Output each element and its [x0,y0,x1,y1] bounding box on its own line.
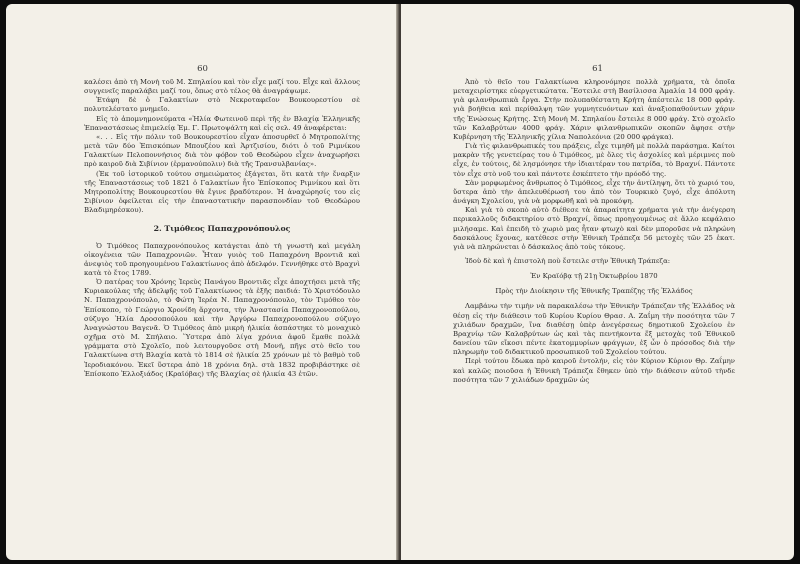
right-page [401,4,794,560]
left-page [6,4,399,560]
paragraph: Ἀπὸ τὸ θεῖο του Γαλακτίωνα κληρονόμησε πολλὰ χρήματα, τὰ ὁποῖα μεταχειρίστηκε εὐεργετικώτατα. Ἔστειλε στὴ Βασίλισσα Ἀμαλία 14 000 φράγ. γιὰ φιλανθρωπικὰ ἔργα. Στὴν πολυπαθέστατη Κρήτη ἀπέστειλε 18 000 φράγ. γιὰ βοήθεια καὶ περίθαλψη τῶν γυμνητευόντων καὶ ἀναξιοπαθούντων χάριν τῆς Ἑνώσεως Κρήτης. Στὴ Μονὴ Μ. Σπηλαίου ἔστειλε 8 000 φράγ. Στὸ σχολεῖο τῶν Καλαβρύτων 4000 φράγ. Χάριν φιλανθρωπικῶν σκοπῶν ἄφησε στὴν Κυβέρνηση τῆς Ἑλληνικῆς χίλια Ναπολεόνια (20 000 φράγκα). [453,78,735,141]
paragraph: Καὶ γιὰ τὸ σκοπὸ αὐτὸ διέθεσε τὰ ἀπαραίτητα χρήματα γιὰ τὴν ἀνέγερση περικαλλοῦς διδακτηρίου στὸ Βραχνί, ὅπως προηγουμένως σὲ ἄλλο κεφάλαιο μιλήσαμε. Καὶ ἐπειδὴ τὸ χωριὸ μας ἦταν φτωχὸ καὶ δὲν μποροῦσε νὰ πληρώνη δασκάλους ἔχονας, κατέθεσε στὴν Ἐθνικὴ Τράπεζα 56 μετοχὲς τῶν 25 ἑκατ. γιὰ νὰ πληρώνεται ὁ δάσκαλος ἀπὸ τοὺς τόκους. [453,206,735,251]
paragraph: Ἰδοὺ δὲ καὶ ἡ ἐπιστολὴ ποὺ ἔστειλε στὴν Ἐθνικὴ Τράπεζα: [465,256,671,265]
paragraph: Ἐτάφη δὲ ὁ Γαλακτίων στὸ Νεκροταφεῖον Βουκουρεστίου σὲ πολυτελέστατο μνημεῖο. [84,96,360,114]
paragraph: Ὁ πατέρας του Χρόνης Ἱερεὺς Πανάγου Βροντιᾶς εἶχε ἀποχτήσει μετὰ τῆς Κυριακούλας τῆς ἀδελφῆς τοῦ Γαλακτίωνος τὰ ἑξῆς παιδιά: Τὸ Χριστόδουλο Ν. Παπαχρονόπουλο, τὸ Φώτη Ἱερέα Ν. Παπαχρονόπουλο, τὸν Τιμόθεο τὸν Ἐπίσκοπο, τὸ Γεώργιο Χρονίδη ἄρχοντα, τὴν Ἀναστασία Παπαχρονοπούλου, σύζυγο Ἠλία Δροσοπούλου καὶ τὴν Ἀργύρω Παπαχρονοπούλου σύζυγο Ἀναγνώστου Βαγενᾶ. Ὁ Τιμόθεος ἀπὸ μικρὴ ἡλικία ἀσπάστηκε τὸ μοναχικὸ σχῆμα στὸ Μ. Σπήλαιο. Ὕστερα ἀπὸ λίγα χρόνια ἀφοῦ ἔμαθε πολλὰ γράμματα στὸ Σχολεῖο, ποὺ λειτουργοῦσε στὴ Μονή, πῆγε στὸ θεῖο του Γαλακτίωνα στὴ Βλαχία κατὰ τὸ 1814 σὲ ἡλικία 25 χρόνων μὲ τὸ βαθμὸ τοῦ Ἱεροδιακόνου. Ἐκεῖ ὕστερα ἀπὸ 18 χρόνια δηλ. στὰ 1832 προβιβάστηκε σὲ Ἐπίσκοπο Ἐλλοξιάδος (Κραϊόβας) τῆς Βλαχίας σὲ ἡλικία 43 ἐτῶν. [84,278,360,378]
page-number: 61 [592,64,603,74]
paragraph: (Ἐκ τοῦ ἱστορικοῦ τούτου σημειώματος ἐξάγεται, ὅτι κατὰ τὴν ἔναρξιν τῆς Ἐπαναστάσεως τοῦ 1821 ὁ Γαλακτίων ἦτο Ἐπίσκοπος Ριμνίκου καὶ ὅτι Μητροπολίτης Βουκουρεστίου θὰ ἔγινε βραδύτερον. Ἡ ἀναχώρησίς του εἰς Σιβίνιον ὀφείλεται εἰς τὴν ἐπαναστατικὴν παρασπονδίαν τοῦ Θεοδώρου Βλαδιμηρέσκου). [84,169,360,215]
page-body [453,78,735,385]
letter-date: Ἐν Κραϊόβᾳ τῇ 21ῃ Ὀκτωβρίου 1870 [530,272,658,281]
letter-paragraph: Περὶ τούτου ἔδωκα πρὸ καιροῦ ἐντολήν, εἰς τὸν Κύριον Κύριον Θρ. Ζαΐμην καὶ καλῶς ποιοῦσα ἡ Ἐθνικὴ Τράπεζα ἔθηκεν ὑπὸ τὴν διάθεσιν αὐτοῦ τὴνδε ποσότητα τῶν 7 χιλιάδων δραχμῶν ὡς [453,357,735,384]
paragraph: Ὁ Τιμόθεος Παπαχρονόπουλος κατάγεται ἀπὸ τὴ γνωστὴ καὶ μεγάλη οἰκογένεια τῶν Παπαχρονιῶν. Ἦταν γυιὸς τοῦ Παπαχρόνη Βροντιᾶ καὶ ἀνεψιὸς τοῦ προηγουμένου Γαλακτίωνος ἀπὸ ἀδελφόν. Γεννήθηκε στὸ Βραχνὶ κατὰ τὸ ἔτος 1789. [84,241,360,277]
page-number: 60 [197,64,208,74]
page-body [84,78,360,379]
quote-paragraph: «. . . Εἰς τὴν πόλιν τοῦ Βουκουρεστίου εἶχαν ἀποσυρθεῖ ὁ Μητροπολίτης μετὰ τῶν δύο Ἐπισκόπων Μπουζέου καὶ Ἀρτζισίου, διότι ὁ τοῦ Ριμνίκου Γαλακτίων Πελοποννήσιος διὰ τὸν φόβον τοῦ Θεοδώρου εἶχεν ἀναχωρήσει πρὸ καιροῦ διὰ Σιβίνιον (ἑρμανούπολιν) διὰ τῆς Τρανσυλβανίας». [84,132,360,169]
section-heading: 2. Τιμόθεος Παπαχρονόπουλος [153,224,291,234]
letter-address: Πρὸς τὴν Διοίκησιν τῆς Ἐθνικῆς Τραπέζης τῆς Ἑλλάδος [495,287,693,296]
letter-paragraph: Λαμβάνω τὴν τιμὴν νὰ παρακαλέσω τὴν Ἐθνικὴν Τράπεζαν τῆς Ἑλλάδος νὰ θέσῃ εἰς τὴν διάθεσιν τοῦ Κυρίου Κυρίου Θρασ. Α. Ζαΐμη τὴν ποσότητα τῶν 7 χιλιάδων δραχμῶν, ἵνα διαθέσῃ ὑπὲρ ἀνεγέρσεως δημοτικοῦ Σχολείου ἐν Βραχνίῳ τῶν Καλαβρύτων ὡς καὶ τὰς πεντήκοντα ἕξ μετοχὰς τοῦ Ἐθνικοῦ δανείου τῶν εἴκοσι πέντε ἑκατομμυρίων φράγγων, ἐξ ὧν ὁ πρόσοδος διὰ τὴν πληρωμὴν τοῦ διδακτικοῦ προσωπικοῦ τοῦ Σχολείου τούτου. [453,302,735,357]
paragraph: Σὰν μορφωμένος ἄνθρωπος ὁ Τιμόθεος, εἶχε τὴν ἀντίληψη, ὅτι τὸ χωριό του, ὕστερα ἀπὸ τὴν ἀπελευθέρωσή του ἀπὸ τὸν Τουρκικὸ ζυγό, εἶχε ἀπόλυτη ἀνάγκη Σχολείου, γιὰ νὰ μορφωθῆ καὶ νὰ προκόψη. [453,178,735,206]
paragraph: Εἰς τὸ ἀπομνημονεύματα «Ἠλία Φωτεινοῦ περὶ τῆς ἐν Βλαχίᾳ Ἑλληνικῆς Ἐπαναστάσεως ἐπιμελείᾳ Ἐμ. Γ. Πρωτοψάλτη καὶ εἰς σελ. 49 ἀναφέρεται: [84,114,360,132]
paragraph: καλέσει ἀπὸ τὴ Μονὴ τοῦ Μ. Σπηλαίου καὶ τὸν εἶχε μαζί του. Εἶχε καὶ ἄλλους συγγενεῖς παραλάβει μαζί του, ὅπως στὸ τέλος θὰ ἀναγράψωμε. [84,78,360,96]
paragraph: Γιὰ τὶς φιλανθρωπικές του πράξεις, εἶχε τιμηθῆ μὲ πολλὰ παράσημα. Καίτοι μακρὰν τῆς γενετείρας του ὁ Τιμόθεος, μὲ ὅλες τὶς ἀσχολίες καὶ μέριμνες ποὺ εἶχε, ἐν τούτοις, δὲ λησμόνησε τὴν ἰδιαιτέραν του πατρίδα, τὸ Βραχνί. Πάντοτε τὸν εἶχε στὸ νοῦ του καὶ πάντοτε ἐσκέπτετο τὴν πρόοδό της. [453,142,735,178]
